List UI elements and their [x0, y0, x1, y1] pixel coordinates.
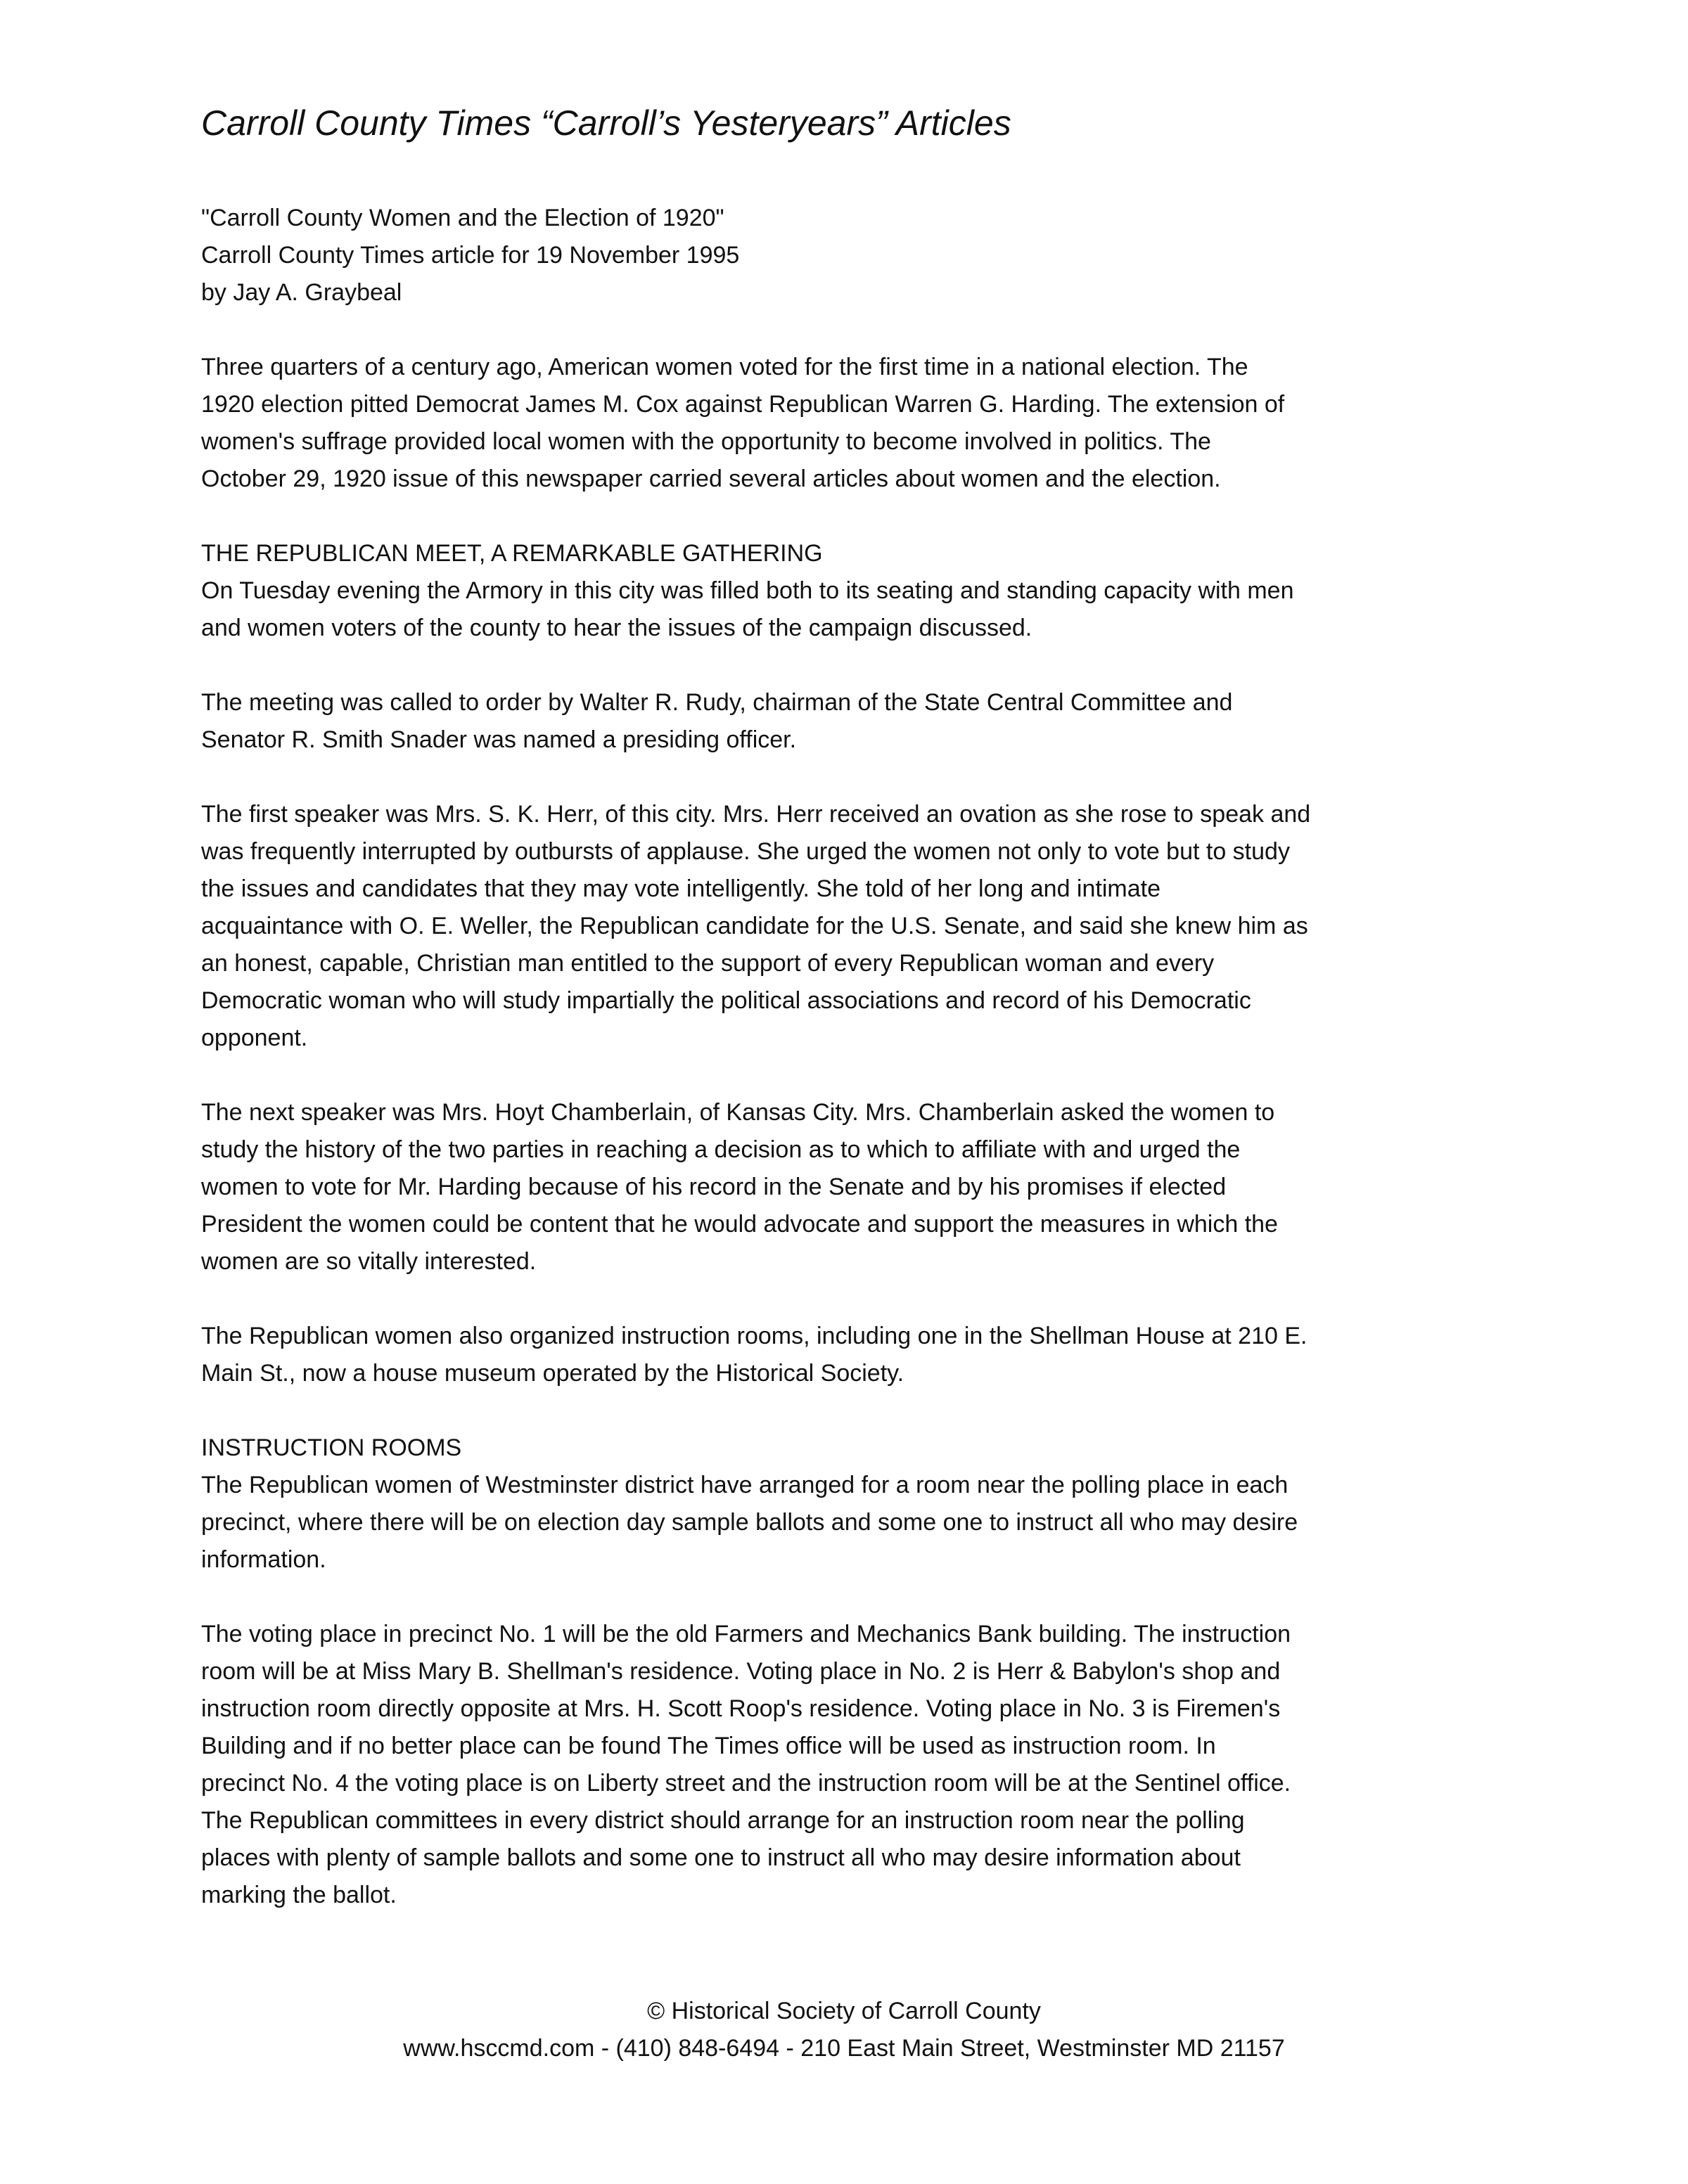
text-line: instruction room directly opposite at Mrs. H. Scott Roop's residence. Voting place in No. 3 is Firemen's	[201, 1695, 1281, 1722]
text-line: The voting place in precinct No. 1 will be the old Farmers and Mechanics Bank building. The instruction	[201, 1621, 1291, 1647]
text-line: room will be at Miss Mary B. Shellman's residence. Voting place in No. 2 is Herr & Babylon's shop and	[201, 1658, 1281, 1685]
text-line: Main St., now a house museum operated by the Historical Society.	[201, 1360, 904, 1387]
text-line: places with plenty of sample ballots and some one to instruct all who may desire information about	[201, 1844, 1241, 1871]
paragraph	[201, 349, 1523, 498]
text-line: "Carroll County Women and the Election of 1920"	[201, 205, 724, 231]
text-line: by Jay A. Graybeal	[201, 279, 402, 306]
paragraph	[201, 200, 1523, 311]
text-line: opponent.	[201, 1024, 308, 1051]
footer-copyright: © Historical Society of Carroll County	[647, 1998, 1041, 2024]
paragraph	[201, 1430, 1523, 1579]
text-line: The next speaker was Mrs. Hoyt Chamberlain, of Kansas City. Mrs. Chamberlain asked the women to	[201, 1099, 1275, 1126]
text-line: marking the ballot.	[201, 1882, 397, 1908]
text-line: study the history of the two parties in reaching a decision as to which to affiliate with and urged the	[201, 1136, 1241, 1163]
text-line: the issues and candidates that they may vote intelligently. She told of her long and intimate	[201, 875, 1160, 902]
text-line: The Republican women also organized instruction rooms, including one in the Shellman House at 210 E.	[201, 1323, 1307, 1349]
text-line: an honest, capable, Christian man entitled to the support of every Republican woman and every	[201, 950, 1215, 977]
text-line: Building and if no better place can be found The Times office will be used as instruction room. In	[201, 1733, 1216, 1759]
paragraph	[201, 1616, 1523, 1914]
text-line: women are so vitally interested.	[201, 1248, 537, 1275]
text-line: Democratic woman who will study impartially the political associations and record of his Democratic	[201, 987, 1251, 1014]
text-line: The first speaker was Mrs. S. K. Herr, of this city. Mrs. Herr received an ovation as she rose to speak and	[201, 801, 1311, 828]
paragraph	[201, 1318, 1523, 1392]
text-line: October 29, 1920 issue of this newspaper carried several articles about women and the election.	[201, 465, 1221, 492]
page-title: Carroll County Times “Carroll’s Yesteryears” Articles	[201, 103, 1011, 143]
text-line: On Tuesday evening the Armory in this city was filled both to its seating and standing capacity with men	[201, 577, 1294, 604]
paragraph	[201, 1094, 1523, 1280]
paragraph	[201, 796, 1523, 1057]
text-line: Carroll County Times article for 19 November 1995	[201, 242, 740, 269]
article-body	[201, 200, 1523, 1951]
paragraph	[201, 684, 1523, 759]
text-line: women's suffrage provided local women with the opportunity to become involved in politics. The	[201, 428, 1211, 455]
text-line: President the women could be content that he would advocate and support the measures in which the	[201, 1211, 1278, 1238]
text-line: 1920 election pitted Democrat James M. Cox against Republican Warren G. Harding. The extension of	[201, 391, 1285, 418]
text-line: INSTRUCTION ROOMS	[201, 1434, 462, 1461]
text-line: The meeting was called to order by Walter R. Rudy, chairman of the State Central Committee and	[201, 689, 1233, 716]
text-line: Senator R. Smith Snader was named a presiding officer.	[201, 726, 797, 753]
text-line: women to vote for Mr. Harding because of his record in the Senate and by his promises if elected	[201, 1174, 1227, 1200]
text-line: precinct No. 4 the voting place is on Liberty street and the instruction room will be at the Sentinel office.	[201, 1770, 1291, 1797]
text-line: and women voters of the county to hear the issues of the campaign discussed.	[201, 615, 1032, 641]
text-line: was frequently interrupted by outbursts of applause. She urged the women not only to vote but to study	[201, 838, 1290, 865]
text-line: The Republican committees in every district should arrange for an instruction room near the polling	[201, 1807, 1245, 1834]
footer	[0, 1993, 1688, 2067]
text-line: Three quarters of a century ago, American women voted for the first time in a national election. The	[201, 354, 1248, 380]
paragraph	[201, 535, 1523, 647]
text-line: THE REPUBLICAN MEET, A REMARKABLE GATHERING	[201, 540, 823, 567]
text-line: information.	[201, 1546, 326, 1573]
footer-contact: www.hsccmd.com - (410) 848-6494 - 210 East Main Street, Westminster MD 21157	[403, 2035, 1285, 2062]
text-line: The Republican women of Westminster district have arranged for a room near the polling place in each	[201, 1472, 1289, 1498]
text-line: acquaintance with O. E. Weller, the Republican candidate for the U.S. Senate, and said she knew him as	[201, 913, 1308, 939]
text-line: precinct, where there will be on election day sample ballots and some one to instruct all who may desire	[201, 1509, 1298, 1536]
